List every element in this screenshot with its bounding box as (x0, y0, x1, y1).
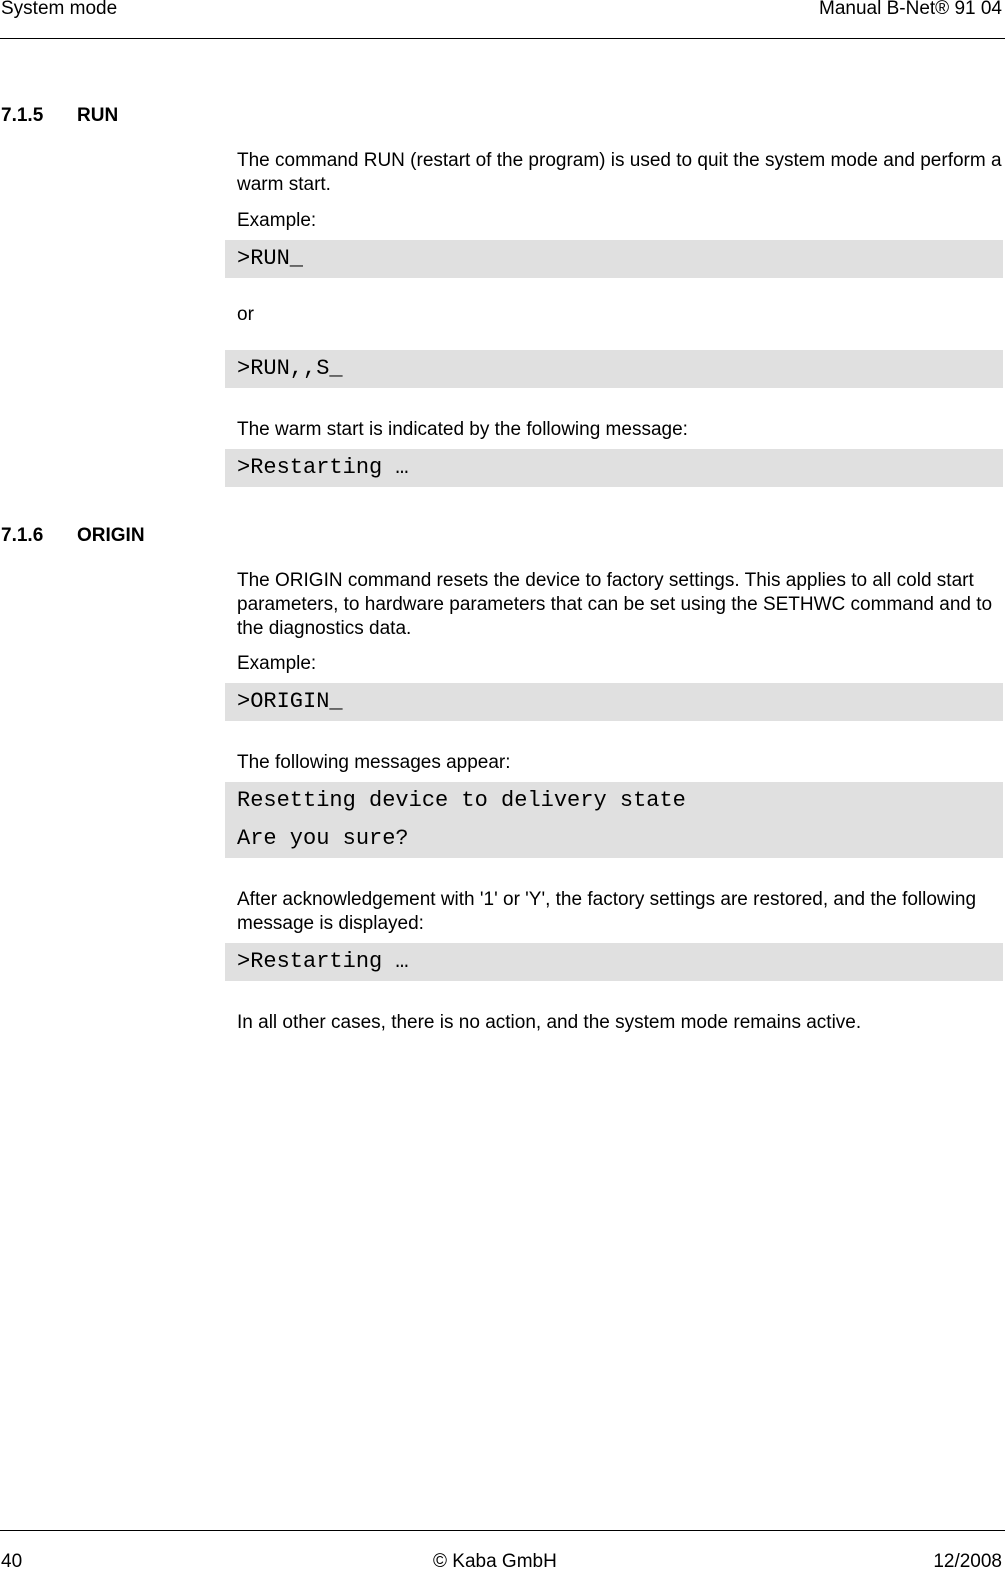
origin-ack-paragraph: After acknowledgement with '1' or 'Y', the factory settings are restored, and the following message is displayed: (237, 889, 977, 934)
copyright-notice: © Kaba GmbH (433, 1551, 557, 1572)
header-chapter-title: System mode (1, 0, 118, 19)
code-line: Resetting device to delivery state (237, 788, 686, 813)
run-code-block-1 (225, 240, 1003, 278)
run-intro-paragraph: The command RUN (restart of the program) is used to quit the system mode and perform a warm start. (237, 150, 1002, 195)
origin-example-label: Example: (237, 653, 317, 674)
origin-code-block-3 (225, 943, 1003, 981)
origin-code-block-1 (225, 683, 1003, 721)
run-code-block-3 (225, 449, 1003, 487)
page-number: 40 (1, 1551, 23, 1572)
header-manual-title: Manual B-Net® 91 04 (819, 0, 1002, 19)
section-title: ORIGIN (77, 525, 145, 546)
publication-date: 12/2008 (933, 1551, 1002, 1572)
section-heading-run (1, 105, 118, 127)
page-footer (0, 1530, 1005, 1572)
origin-closing-paragraph: In all other cases, there is no action, and the system mode remains active. (237, 1012, 862, 1033)
code-line: >Restarting … (237, 949, 409, 974)
section-heading-origin (1, 525, 145, 547)
origin-code-block-2 (225, 782, 1003, 858)
run-example-label: Example: (237, 210, 317, 231)
code-line: >RUN_ (237, 246, 304, 271)
code-line: >ORIGIN_ (237, 689, 343, 714)
section-title: RUN (77, 105, 119, 126)
run-or-text: or (237, 304, 254, 325)
code-line: Are you sure? (237, 826, 409, 851)
origin-intro-paragraph: The ORIGIN command resets the device to factory settings. This applies to all cold start parameters, to hardware parameters that can be set using the SETHWC command and to the diagnostics data. (237, 570, 993, 639)
page-header (0, 0, 1005, 39)
code-line: >RUN,,S_ (237, 356, 343, 381)
run-code-block-2 (225, 350, 1003, 388)
origin-messages-intro: The following messages appear: (237, 752, 511, 773)
code-line: >Restarting … (237, 455, 409, 480)
section-number: 7.1.5 (1, 105, 44, 126)
section-number: 7.1.6 (1, 525, 44, 546)
run-message-intro: The warm start is indicated by the following message: (237, 419, 688, 440)
